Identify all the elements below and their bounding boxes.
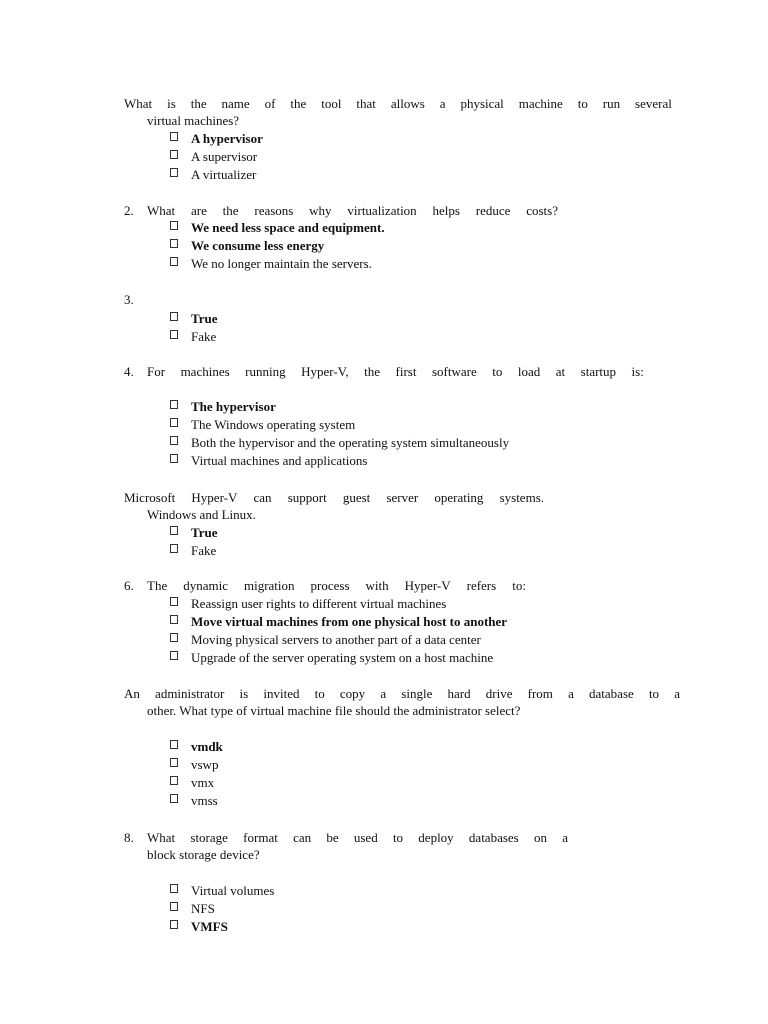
checkbox-icon[interactable]	[170, 615, 178, 624]
question-5-line1	[124, 489, 544, 506]
question-2-line1	[147, 202, 558, 219]
question-word: hard	[447, 686, 471, 701]
checkbox-icon[interactable]	[170, 794, 178, 803]
answer-option-label: The Windows operating system	[191, 416, 356, 432]
question-word: reasons	[254, 203, 294, 218]
question-word: to	[648, 686, 660, 701]
checkbox-icon[interactable]	[170, 221, 178, 230]
question-word: support	[287, 490, 327, 505]
question-3-number: 3.	[124, 292, 134, 307]
question-word: invited	[263, 686, 300, 701]
answer-option-label: We need less space and equipment.	[191, 219, 385, 235]
question-word: a	[568, 686, 574, 701]
answer-option-label: vmdk	[191, 738, 223, 754]
answer-option-label: True	[191, 310, 218, 326]
checkbox-icon[interactable]	[170, 436, 178, 445]
question-word: to	[392, 830, 404, 845]
checkbox-icon[interactable]	[170, 312, 178, 321]
question-word: For	[147, 364, 166, 379]
question-word: drive	[485, 686, 513, 701]
question-word: operating	[434, 490, 484, 505]
answer-option-label: Fake	[191, 328, 217, 344]
checkbox-icon[interactable]	[170, 418, 178, 427]
answer-option[interactable]	[170, 129, 263, 147]
question-word: helps	[432, 203, 460, 218]
question-word: is:	[631, 364, 644, 379]
question-word: Microsoft	[124, 490, 176, 505]
question-7-options	[170, 737, 223, 809]
question-8-number: 8.	[124, 830, 134, 845]
question-word: database	[589, 686, 634, 701]
question-4-number: 4.	[124, 364, 134, 379]
answer-option[interactable]	[170, 236, 385, 254]
question-word: a	[674, 686, 680, 701]
checkbox-icon[interactable]	[170, 651, 178, 660]
answer-option[interactable]	[170, 773, 223, 791]
question-word: are	[190, 203, 207, 218]
answer-option-label: True	[191, 524, 218, 540]
question-5-options	[170, 523, 217, 559]
checkbox-icon[interactable]	[170, 884, 178, 893]
question-word: What	[147, 830, 176, 845]
answer-option[interactable]	[170, 327, 217, 345]
answer-option[interactable]	[170, 433, 509, 451]
question-word: of	[264, 96, 276, 111]
question-word: virtualization	[347, 203, 417, 218]
question-word: machines	[180, 364, 230, 379]
question-word: costs?	[526, 203, 558, 218]
answer-option[interactable]	[170, 881, 274, 899]
question-word: What	[147, 203, 176, 218]
question-word: physical	[460, 96, 504, 111]
question-word: What	[124, 96, 153, 111]
question-6-line1	[147, 577, 526, 594]
answer-option-label: Fake	[191, 542, 217, 558]
question-word: first	[395, 364, 417, 379]
question-word: run	[602, 96, 621, 111]
question-6-number: 6.	[124, 578, 134, 593]
answer-option[interactable]	[170, 899, 274, 917]
answer-option[interactable]	[170, 630, 507, 648]
answer-option-label: Virtual volumes	[191, 882, 275, 898]
checkbox-icon[interactable]	[170, 168, 178, 177]
answer-option-label: NFS	[191, 900, 215, 916]
question-word: used	[353, 830, 378, 845]
question-word: An	[124, 686, 140, 701]
question-word: server	[386, 490, 419, 505]
question-8-line1	[147, 829, 568, 846]
question-3	[124, 291, 672, 308]
question-word: allows	[390, 96, 425, 111]
question-6	[124, 577, 526, 594]
answer-option-label: VMFS	[191, 918, 228, 934]
answer-option-label: A hypervisor	[191, 130, 263, 146]
question-word: single	[401, 686, 433, 701]
checkbox-icon[interactable]	[170, 150, 178, 159]
answer-option[interactable]	[170, 523, 217, 541]
question-word: Hyper-V	[191, 490, 238, 505]
checkbox-icon[interactable]	[170, 776, 178, 785]
question-word: that	[356, 96, 376, 111]
question-4-options	[170, 397, 509, 469]
question-word: tool	[321, 96, 342, 111]
question-4-line1	[147, 363, 644, 380]
checkbox-icon[interactable]	[170, 526, 178, 535]
question-4	[124, 363, 644, 380]
answer-option[interactable]	[170, 917, 274, 935]
question-word: storage	[190, 830, 228, 845]
answer-option[interactable]	[170, 415, 509, 433]
answer-option[interactable]	[170, 791, 223, 809]
question-word: a	[439, 96, 446, 111]
question-word: running	[245, 364, 286, 379]
checkbox-icon[interactable]	[170, 633, 178, 642]
question-word: from	[527, 686, 553, 701]
answer-option[interactable]	[170, 451, 509, 469]
question-3-options	[170, 309, 217, 345]
question-word: to	[492, 364, 503, 379]
question-word: refers	[466, 578, 497, 593]
answer-option-label: Both the hypervisor and the operating system simultaneously	[191, 434, 510, 450]
answer-option-label: We consume less energy	[191, 237, 325, 253]
answer-option[interactable]	[170, 648, 507, 666]
checkbox-icon[interactable]	[170, 239, 178, 248]
question-7	[124, 685, 680, 719]
question-word: systems.	[499, 490, 544, 505]
question-word: can	[253, 490, 272, 505]
question-word: is	[167, 96, 176, 111]
question-word: migration	[243, 578, 295, 593]
question-7-line2: other. What type of virtual machine file should the administrator select?	[147, 703, 521, 718]
question-2-number: 2.	[124, 203, 134, 218]
answer-option[interactable]	[170, 594, 507, 612]
question-1-options	[170, 129, 263, 183]
answer-option-label: We no longer maintain the servers.	[191, 255, 372, 271]
answer-option[interactable]	[170, 309, 217, 327]
question-word: machine	[518, 96, 563, 111]
answer-option[interactable]	[170, 612, 507, 630]
answer-option-label: A virtualizer	[191, 166, 257, 182]
answer-option-label: Move virtual machines from one physical host to another	[191, 613, 508, 629]
question-word: The	[147, 578, 168, 593]
question-word: guest	[342, 490, 371, 505]
answer-option-label: Reassign user rights to different virtual machines	[191, 595, 447, 611]
question-5	[124, 489, 544, 523]
answer-option[interactable]	[170, 755, 223, 773]
question-word: the	[190, 96, 207, 111]
answer-option-label: A supervisor	[191, 148, 258, 164]
answer-option[interactable]	[170, 737, 223, 755]
question-1	[124, 95, 672, 129]
question-word: administrator	[155, 686, 225, 701]
question-word: why	[309, 203, 332, 218]
question-word: to	[314, 686, 325, 701]
answer-option-label: Moving physical servers to another part of a data center	[191, 631, 481, 647]
question-word: the	[290, 96, 307, 111]
answer-option[interactable]	[170, 165, 263, 183]
checkbox-icon[interactable]	[170, 257, 178, 266]
question-word: to	[577, 96, 588, 111]
checkbox-icon[interactable]	[170, 544, 178, 553]
question-1-line2: virtual machines?	[147, 113, 240, 128]
question-2	[124, 202, 558, 219]
question-word: the	[364, 364, 381, 379]
question-5-line2: Windows and Linux.	[147, 507, 256, 522]
answer-option[interactable]	[170, 541, 217, 559]
question-6-options	[170, 594, 507, 666]
answer-option[interactable]	[170, 397, 509, 415]
answer-option-label: vswp	[191, 756, 219, 772]
question-word: at	[555, 364, 566, 379]
answer-option-label: Virtual machines and applications	[191, 452, 368, 468]
checkbox-icon[interactable]	[170, 902, 178, 911]
answer-option[interactable]	[170, 218, 385, 236]
question-1-line1	[124, 95, 672, 112]
question-word: dynamic	[183, 578, 228, 593]
answer-option-label: Upgrade of the server operating system on a host machine	[191, 649, 494, 665]
checkbox-icon[interactable]	[170, 400, 178, 409]
question-word: deploy	[418, 830, 454, 845]
question-word: load	[517, 364, 541, 379]
checkbox-icon[interactable]	[170, 597, 178, 606]
checkbox-icon[interactable]	[170, 132, 178, 141]
question-word: Hyper-V	[404, 578, 451, 593]
question-word: copy	[339, 686, 366, 701]
question-word: several	[635, 96, 672, 111]
question-7-line1	[124, 685, 680, 702]
answer-option-label: vmss	[191, 792, 218, 808]
question-2-options	[170, 218, 385, 272]
question-word: format	[243, 830, 278, 845]
checkbox-icon[interactable]	[170, 920, 178, 929]
question-word: process	[310, 578, 350, 593]
answer-option-label: The hypervisor	[191, 398, 276, 414]
question-word: reduce	[475, 203, 511, 218]
question-word: startup	[580, 364, 617, 379]
answer-option[interactable]	[170, 254, 385, 272]
question-word: a	[562, 830, 568, 845]
checkbox-icon[interactable]	[170, 740, 178, 749]
checkbox-icon[interactable]	[170, 330, 178, 339]
question-word: is	[239, 686, 249, 701]
question-word: Hyper-V,	[301, 364, 349, 379]
question-word: name	[221, 96, 250, 111]
question-word: a	[380, 686, 387, 701]
answer-option-label: vmx	[191, 774, 215, 790]
checkbox-icon[interactable]	[170, 454, 178, 463]
question-word: can	[293, 830, 312, 845]
question-8	[124, 829, 568, 863]
question-word: on	[533, 830, 547, 845]
question-word: with	[365, 578, 389, 593]
question-8-options	[170, 881, 274, 935]
checkbox-icon[interactable]	[170, 758, 178, 767]
question-word: the	[222, 203, 239, 218]
question-word: to:	[512, 578, 526, 593]
question-word: software	[431, 364, 477, 379]
answer-option[interactable]	[170, 147, 263, 165]
question-word: databases	[468, 830, 519, 845]
question-8-line2: block storage device?	[147, 847, 260, 862]
question-word: be	[326, 830, 339, 845]
